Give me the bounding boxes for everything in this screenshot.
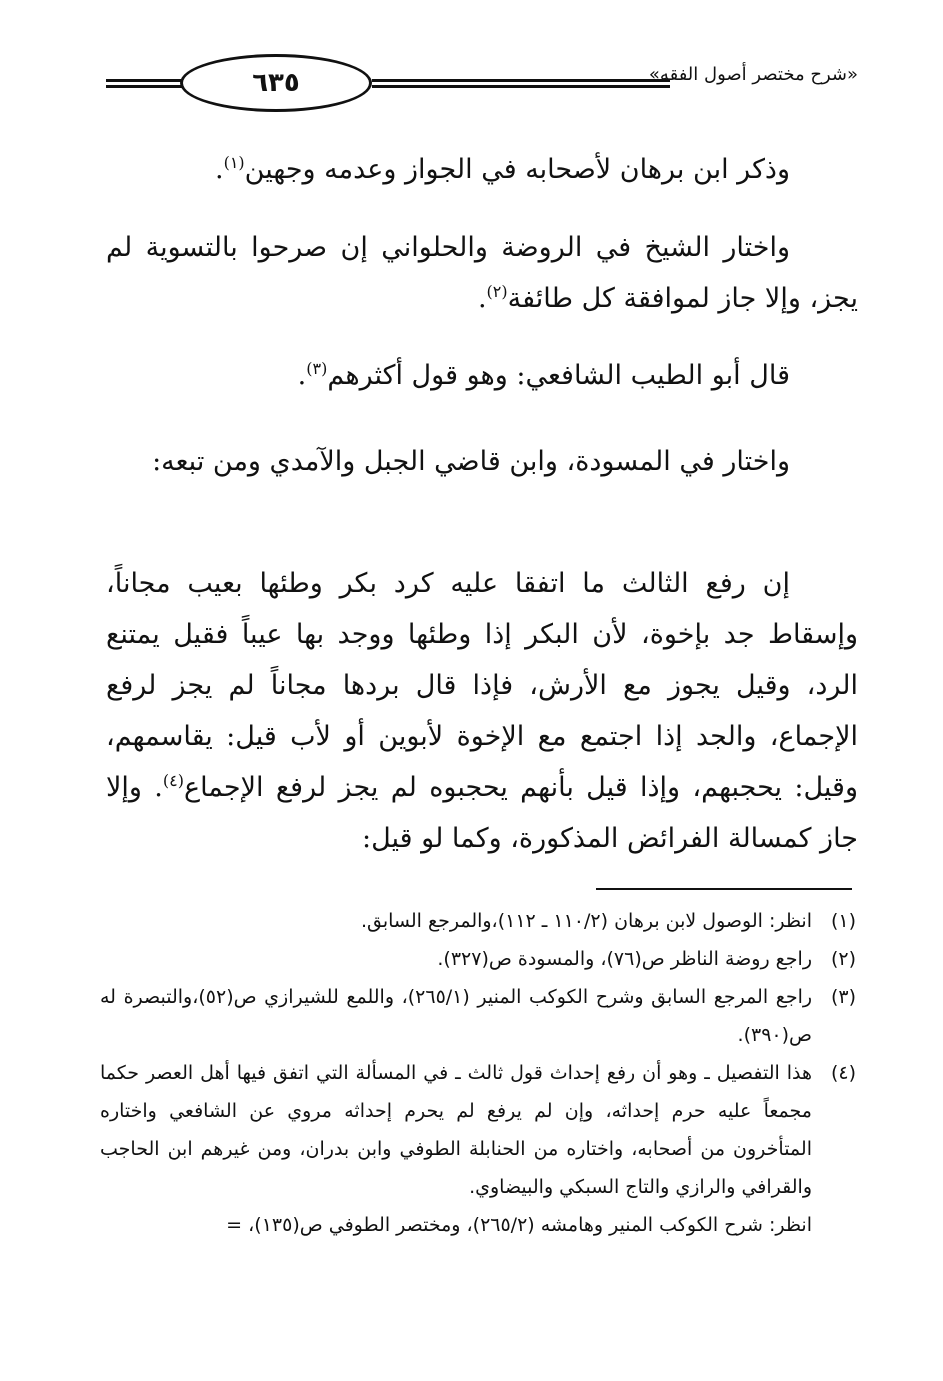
footnote-separator bbox=[596, 888, 852, 890]
footnote-ref-4[interactable]: (٤) bbox=[162, 771, 184, 790]
paragraph-3: قال أبو الطيب الشافعي: وهو قول أكثرهم$^{(٣)}$. bbox=[297, 359, 790, 391]
footnote-number: (١) bbox=[830, 910, 856, 932]
page-number: ٦٣٥ bbox=[180, 54, 372, 112]
footnote-number: (٣) bbox=[830, 986, 856, 1008]
footnote-2: (٢) راجع روضة الناظر ص(٧٦)، والمسودة ص(٣٢٧). bbox=[100, 940, 856, 978]
header-rule-left bbox=[106, 79, 182, 88]
footnote-number: (٤) bbox=[830, 1062, 856, 1084]
footnote-ref-3[interactable]: (٣) bbox=[306, 359, 328, 378]
footnote-1: (١) انظر: الوصول لابن برهان (١١٠/٢ ـ ١١٢)،والمرجع السابق. bbox=[100, 902, 856, 940]
footnote-number: (٢) bbox=[830, 948, 856, 970]
footnote-ref-2[interactable]: (٢) bbox=[486, 282, 508, 301]
paragraph-5: إن رفع الثالث ما اتفقا عليه كرد بكر وطئها بعيب مجاناً، وإسقاط جد بإخوة، لأن البكر إذا وطئها ووجد بها عيباً فقيل يمتنع الرد، وقيل يجوز مع الأرش، فإذا قال بردها مجاناً لم يجز لرفع الإجماع، والجد إذا اجتمع مع الإخوة لأبوين أو لأب قيل: يقاسمهم، وقيل: يحجبهم، وإذا قيل بأنهم يحجبوه لم يجز لرفع الإجماع$^{(٤)}$. وإلا جاز كمسالة الفرائض المذكورة، وكما لو قيل: bbox=[106, 568, 859, 854]
book-title: «شرح مختصر أصول الفقه» bbox=[648, 64, 858, 85]
footnote-continuation: انظر: شرح الكوكب المنير وهامشه (٢٦٥/٢)، ومختصر الطوفي ص(١٣٥)، = bbox=[226, 1214, 812, 1236]
footnote-ref-1[interactable]: (١) bbox=[223, 153, 245, 172]
paragraph-4: واختار في المسودة، وابن قاضي الجبل والآمدي ومن تبعه: bbox=[152, 446, 790, 477]
page-header bbox=[106, 52, 858, 114]
footnote-3: (٣) راجع المرجع السابق وشرح الكوكب المنير (٢٦٥/١)، واللمع للشيرازي ص(٥٢)،والتبصرة له ص(٣٩٠). bbox=[100, 978, 856, 1054]
footnotes bbox=[100, 902, 856, 1244]
footnote-4: (٤) هذا التفصيل ـ وهو أن رفع إحداث قول ثالث ـ في المسألة التي اتفق فيها أهل العصر حكما مجمعاً عليه حرم إحداثه، وإن لم يرفع لم يحرم إحداثه مروي عن الشافعي واختاره المتأخرون من أصحابه، واختاره من الحنابلة الطوفي وابن بدران، ومن غيرهم ابن الحاجب والقرافي والرازي والتاج السبكي والبيضاوي. bbox=[100, 1054, 856, 1206]
paragraph-2: واختار الشيخ في الروضة والحلواني إن صرحوا بالتسوية لم يجز، وإلا جاز لموافقة كل طائفة$^{(٢)}$. bbox=[106, 232, 858, 314]
paragraph-1: وذكر ابن برهان لأصحابه في الجواز وعدمه وجهين$^{(١)}$. bbox=[214, 153, 790, 185]
header-rule-right bbox=[372, 79, 670, 88]
